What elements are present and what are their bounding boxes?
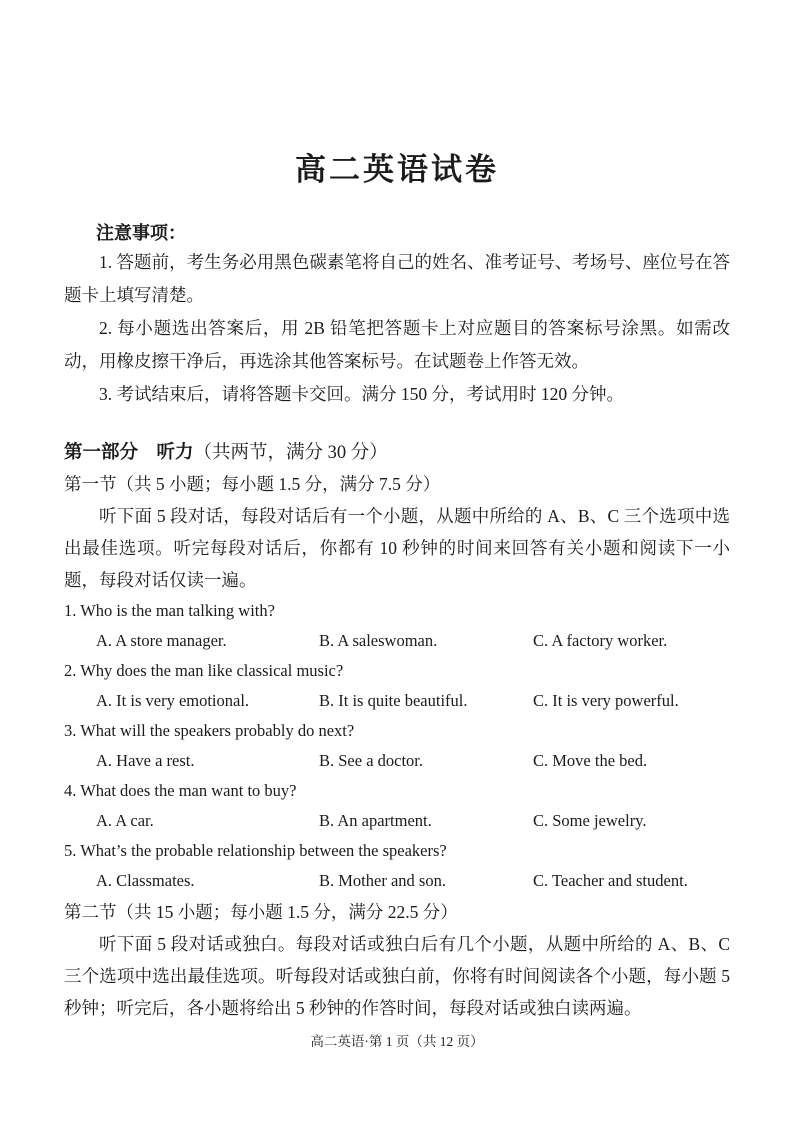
page-footer: 高二英语·第 1 页（共 12 页） bbox=[310, 1034, 484, 1049]
question-5-option-c: C. Teacher and student. bbox=[533, 871, 688, 890]
question-5-options bbox=[64, 866, 730, 896]
question-5-option-a: A. Classmates. bbox=[96, 871, 195, 890]
question-4-options bbox=[64, 806, 730, 836]
question-1-option-c: C. A factory worker. bbox=[533, 631, 668, 650]
page-title: 高二英语试卷 bbox=[295, 152, 499, 187]
question-1-option-b: B. A saleswoman. bbox=[319, 631, 438, 650]
section2-instructions: 听下面 5 段对话或独白。每段对话或独白后有几个小题，从题中所给的 A、B、C 三个选项中选出最佳选项。听每段对话或独白前，你将有时间阅读各个小题，每小题 5 秒钟；听完后，各小题将给出 5 秒钟的作答时间，每段对话或独白读两遍。 bbox=[64, 934, 730, 1018]
page-content bbox=[64, 220, 730, 1024]
question-2-options bbox=[64, 686, 730, 716]
part1-heading-score: （共两节，满分 30 分） bbox=[193, 443, 388, 463]
notice-item-1: 1. 答题前，考生务必用黑色碳素笔将自己的姓名、准考证号、考场号、座位号在答题卡上填写清楚。 bbox=[64, 252, 730, 305]
question-2-option-c: C. It is very powerful. bbox=[533, 691, 679, 710]
question-1-options bbox=[64, 626, 730, 656]
question-2-option-a: A. It is very emotional. bbox=[96, 691, 250, 710]
question-3-option-a: A. Have a rest. bbox=[96, 751, 195, 770]
question-3-option-c: C. Move the bed. bbox=[533, 751, 648, 770]
question-5: 5. What’s the probable relationship between the speakers? bbox=[64, 841, 447, 860]
question-4: 4. What does the man want to buy? bbox=[64, 781, 297, 800]
section2-heading: 第二节（共 15 小题；每小题 1.5 分，满分 22.5 分） bbox=[64, 902, 458, 922]
part1-heading bbox=[64, 437, 730, 468]
question-3-options bbox=[64, 746, 730, 776]
part1-heading-title: 第一部分 听力 bbox=[64, 441, 194, 462]
question-1-option-a: A. A store manager. bbox=[96, 631, 227, 650]
notice-heading: 注意事项： bbox=[96, 223, 186, 243]
question-4-option-c: C. Some jewelry. bbox=[533, 811, 647, 830]
notice-item-2: 2. 每小题选出答案后，用 2B 铅笔把答题卡上对应题目的答案标号涂黑。如需改动，用橡皮擦干净后，再选涂其他答案标号。在试题卷上作答无效。 bbox=[64, 318, 730, 371]
question-3-option-b: B. See a doctor. bbox=[319, 751, 424, 770]
section1-heading: 第一节（共 5 小题；每小题 1.5 分，满分 7.5 分） bbox=[64, 474, 441, 494]
question-4-option-b: B. An apartment. bbox=[319, 811, 432, 830]
question-3: 3. What will the speakers probably do next? bbox=[64, 721, 355, 740]
question-4-option-a: A. A car. bbox=[96, 811, 154, 830]
section1-instructions: 听下面 5 段对话，每段对话后有一个小题，从题中所给的 A、B、C 三个选项中选出最佳选项。听完每段对话后，你都有 10 秒钟的时间来回答有关小题和阅读下一小题，每段对话仅读一遍。 bbox=[64, 506, 730, 590]
question-2-option-b: B. It is quite beautiful. bbox=[319, 691, 468, 710]
notice-item-3: 3. 考试结束后，请将答题卡交回。满分 150 分，考试用时 120 分钟。 bbox=[99, 384, 624, 404]
question-1: 1. Who is the man talking with? bbox=[64, 601, 275, 620]
question-5-option-b: B. Mother and son. bbox=[319, 871, 446, 890]
question-2: 2. Why does the man like classical music? bbox=[64, 661, 344, 680]
